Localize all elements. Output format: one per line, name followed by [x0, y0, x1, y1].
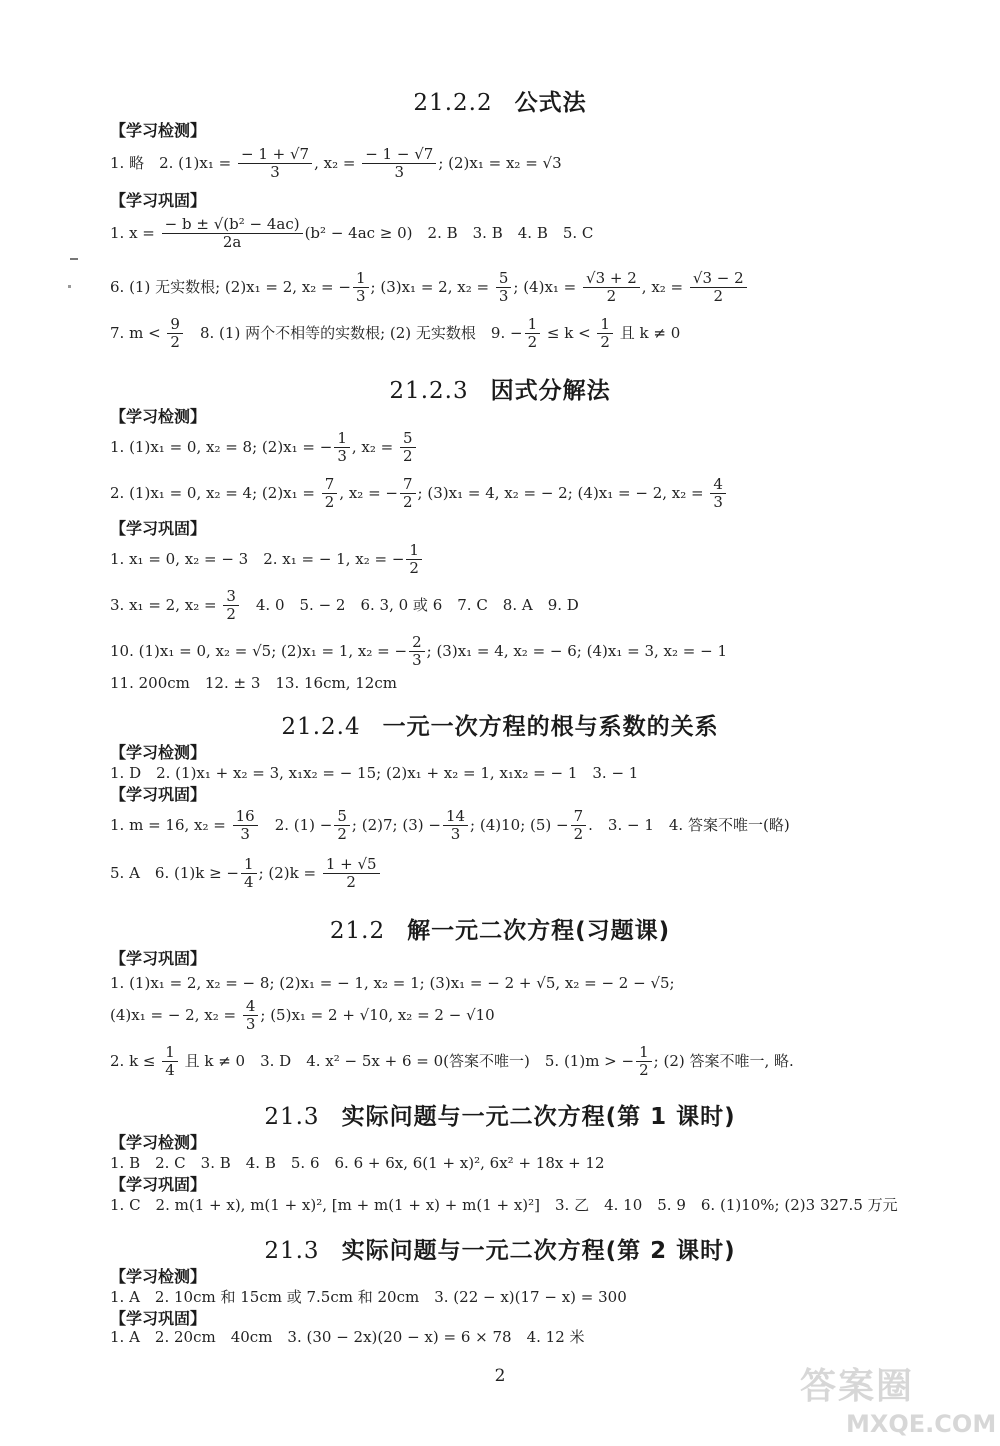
section-heading: 21.2 解一元二次方程(习题课) [329, 918, 671, 944]
answer-line: 6. (1) 无实数根; (2)x₁ = 2, x₂ = − $\frac{1}{3}$ ; (3)x₁ = 2, x₂ = $\frac{5}{3}$ ; (4)x₁ = $\frac{√3 + 2}{2}$ , x₂ = $\frac{√3 - 2}{2}$ [110, 270, 749, 306]
subheading-check: 【学习检测】 [110, 121, 207, 140]
fraction: $\frac{√3 - 2}{2}$ [690, 270, 747, 306]
answer-line: 1. B 2. C 3. B 4. B 5. 6 6. 6 + 6x, 6(1 + x)², 6x² + 18x + 12 [110, 1154, 605, 1172]
answer-line: 7. m < $\frac{9}{2}$ 8. (1) 两个不相等的实数根; (2) 无实数根 9. − $\frac{1}{2}$ ≤ k < $\frac{1}{2}$ 且 k ≠ 0 [110, 315, 681, 352]
section-heading: 21.2.2 公式法 [413, 90, 587, 116]
answer-line: 11. 200cm 12. ± 3 13. 16cm, 12cm [110, 674, 397, 692]
subheading-review: 【学习巩固】 [110, 949, 207, 968]
answer-line: 10. (1)x₁ = 0, x₂ = √5; (2)x₁ = 1, x₂ = − $\frac{2}{3}$ ; (3)x₁ = 4, x₂ = − 6; (4)x₁ = 3, x₂ = − 1 [110, 633, 727, 670]
section-heading: 21.3 实际问题与一元二次方程(第 2 课时) [264, 1238, 736, 1264]
page-number: 2 [494, 1366, 506, 1386]
answer-line: (4)x₁ = − 2, x₂ = $\frac{4}{3}$ ; (5)x₁ = 2 + √10, x₂ = 2 − √10 [110, 997, 495, 1034]
fraction: $\frac{5}{3}$ [496, 270, 512, 306]
fraction: $\frac{1}{4}$ [241, 856, 257, 892]
fraction: $\frac{1}{2}$ [525, 316, 541, 352]
watermark-url: MXQE.COM [846, 1410, 997, 1438]
subheading-review: 【学习巩固】 [110, 785, 207, 804]
fraction: $\frac{2}{3}$ [409, 634, 425, 670]
fraction: $\frac{4}{3}$ [710, 476, 726, 512]
fraction: $\frac{\text{− b ± √(b² − 4ac)}}{2a}$ [162, 216, 303, 252]
fraction: $\frac{16}{3}$ [233, 808, 258, 844]
subheading-check: 【学习检测】 [110, 1267, 207, 1286]
fraction: $\frac{1}{4}$ [162, 1044, 178, 1080]
fraction: $\frac{5}{2}$ [334, 808, 350, 844]
subheading-check: 【学习检测】 [110, 407, 207, 426]
answer-line: 5. A 6. (1)k ≥ − $\frac{1}{4}$ ; (2)k = $\frac{1 + √5}{2}$ [110, 856, 382, 892]
fraction: $\frac{7}{2}$ [322, 476, 338, 512]
fraction: $\frac{3}{2}$ [223, 588, 239, 624]
answer-line: 1. x₁ = 0, x₂ = − 3 2. x₁ = − 1, x₂ = − $\frac{1}{2}$ [110, 542, 424, 578]
section-heading: 21.2.3 因式分解法 [389, 378, 611, 404]
watermark-logo: 答案圈 [800, 1366, 915, 1407]
subheading-check: 【学习检测】 [110, 743, 207, 762]
fraction: $\frac{- 1 - √7}{3}$ [362, 146, 436, 182]
answer-line: 1. (1)x₁ = 2, x₂ = − 8; (2)x₁ = − 1, x₂ = 1; (3)x₁ = − 2 + √5, x₂ = − 2 − √5; [110, 974, 675, 992]
fraction: $\frac{14}{3}$ [443, 808, 468, 844]
fraction: $\frac{1}{2}$ [597, 316, 613, 352]
fraction: $\frac{7}{2}$ [400, 476, 416, 512]
answer-line: 1. x = $\frac{\text{− b ± √(b² − 4ac)}}{2a}$ (b² − 4ac ≥ 0) 2. B 3. B 4. B 5. C [110, 215, 594, 252]
fraction: $\frac{5}{2}$ [400, 430, 416, 466]
answer-line: 1. m = 16, x₂ = $\frac{16}{3}$ 2. (1) − $\frac{5}{2}$ ; (2)7; (3) − $\frac{14}{3}$ ; (4)10; (5) − $\frac{7}{2}$ . 3. − 1 4. 答案不唯一(略) [110, 807, 790, 844]
subheading-review: 【学习巩固】 [110, 191, 207, 210]
fraction: $\frac{1}{2}$ [406, 542, 422, 578]
fraction: $\frac{1}{3}$ [353, 270, 369, 306]
section-heading: 21.2.4 一元一次方程的根与系数的关系 [281, 714, 719, 740]
fraction: $\frac{1}{3}$ [334, 430, 350, 466]
answer-line: 1. C 2. m(1 + x), m(1 + x)², [m + m(1 + x) + m(1 + x)²] 3. 乙 4. 10 5. 9 6. (1)10%; (2)3 327.5 万元 [110, 1196, 898, 1214]
fraction: $\frac{4}{3}$ [243, 998, 259, 1034]
answer-line: 1. 略 2. (1)x₁ = $\frac{- 1 + √7}{3}$ , x₂ = $\frac{- 1 - √7}{3}$ ; (2)x₁ = x₂ = √3 [110, 145, 562, 182]
answer-line: 1. (1)x₁ = 0, x₂ = 8; (2)x₁ = − $\frac{1}{3}$ , x₂ = $\frac{5}{2}$ [110, 430, 418, 466]
answer-line: 1. A 2. 20cm 40cm 3. (30 − 2x)(20 − x) = 6 × 78 4. 12 米 [110, 1328, 585, 1346]
answer-line: 1. D 2. (1)x₁ + x₂ = 3, x₁x₂ = − 15; (2)x₁ + x₂ = 1, x₁x₂ = − 1 3. − 1 [110, 764, 639, 782]
subheading-check: 【学习检测】 [110, 1133, 207, 1152]
section-heading: 21.3 实际问题与一元二次方程(第 1 课时) [264, 1104, 736, 1130]
scan-speck [68, 285, 71, 288]
answer-line: 2. (1)x₁ = 0, x₂ = 4; (2)x₁ = $\frac{7}{2}$ , x₂ = − $\frac{7}{2}$ ; (3)x₁ = 4, x₂ = − 2; (4)x₁ = − 2, x₂ = $\frac{4}{3}$ [110, 476, 728, 512]
scan-speck [70, 258, 78, 260]
fraction: $\frac{7}{2}$ [571, 808, 587, 844]
fraction: $\frac{- 1 + √7}{3}$ [238, 146, 312, 182]
subheading-review: 【学习巩固】 [110, 519, 207, 538]
subheading-review: 【学习巩固】 [110, 1309, 207, 1328]
fraction: $\frac{√3 + 2}{2}$ [583, 270, 640, 306]
fraction: $\frac{1 + √5}{2}$ [323, 856, 380, 892]
fraction: $\frac{1}{2}$ [636, 1044, 652, 1080]
subheading-review: 【学习巩固】 [110, 1175, 207, 1194]
answer-line: 2. k ≤ $\frac{1}{4}$ 且 k ≠ 0 3. D 4. x² − 5x + 6 = 0(答案不唯一) 5. (1)m > − $\frac{1}{2}$ ; (2) 答案不唯一, 略. [110, 1043, 794, 1080]
answer-line: 3. x₁ = 2, x₂ = $\frac{3}{2}$ 4. 0 5. − 2 6. 3, 0 或 6 7. C 8. A 9. D [110, 587, 579, 624]
fraction: $\frac{9}{2}$ [167, 316, 183, 352]
answer-line: 1. A 2. 10cm 和 15cm 或 7.5cm 和 20cm 3. (22 − x)(17 − x) = 300 [110, 1288, 627, 1306]
